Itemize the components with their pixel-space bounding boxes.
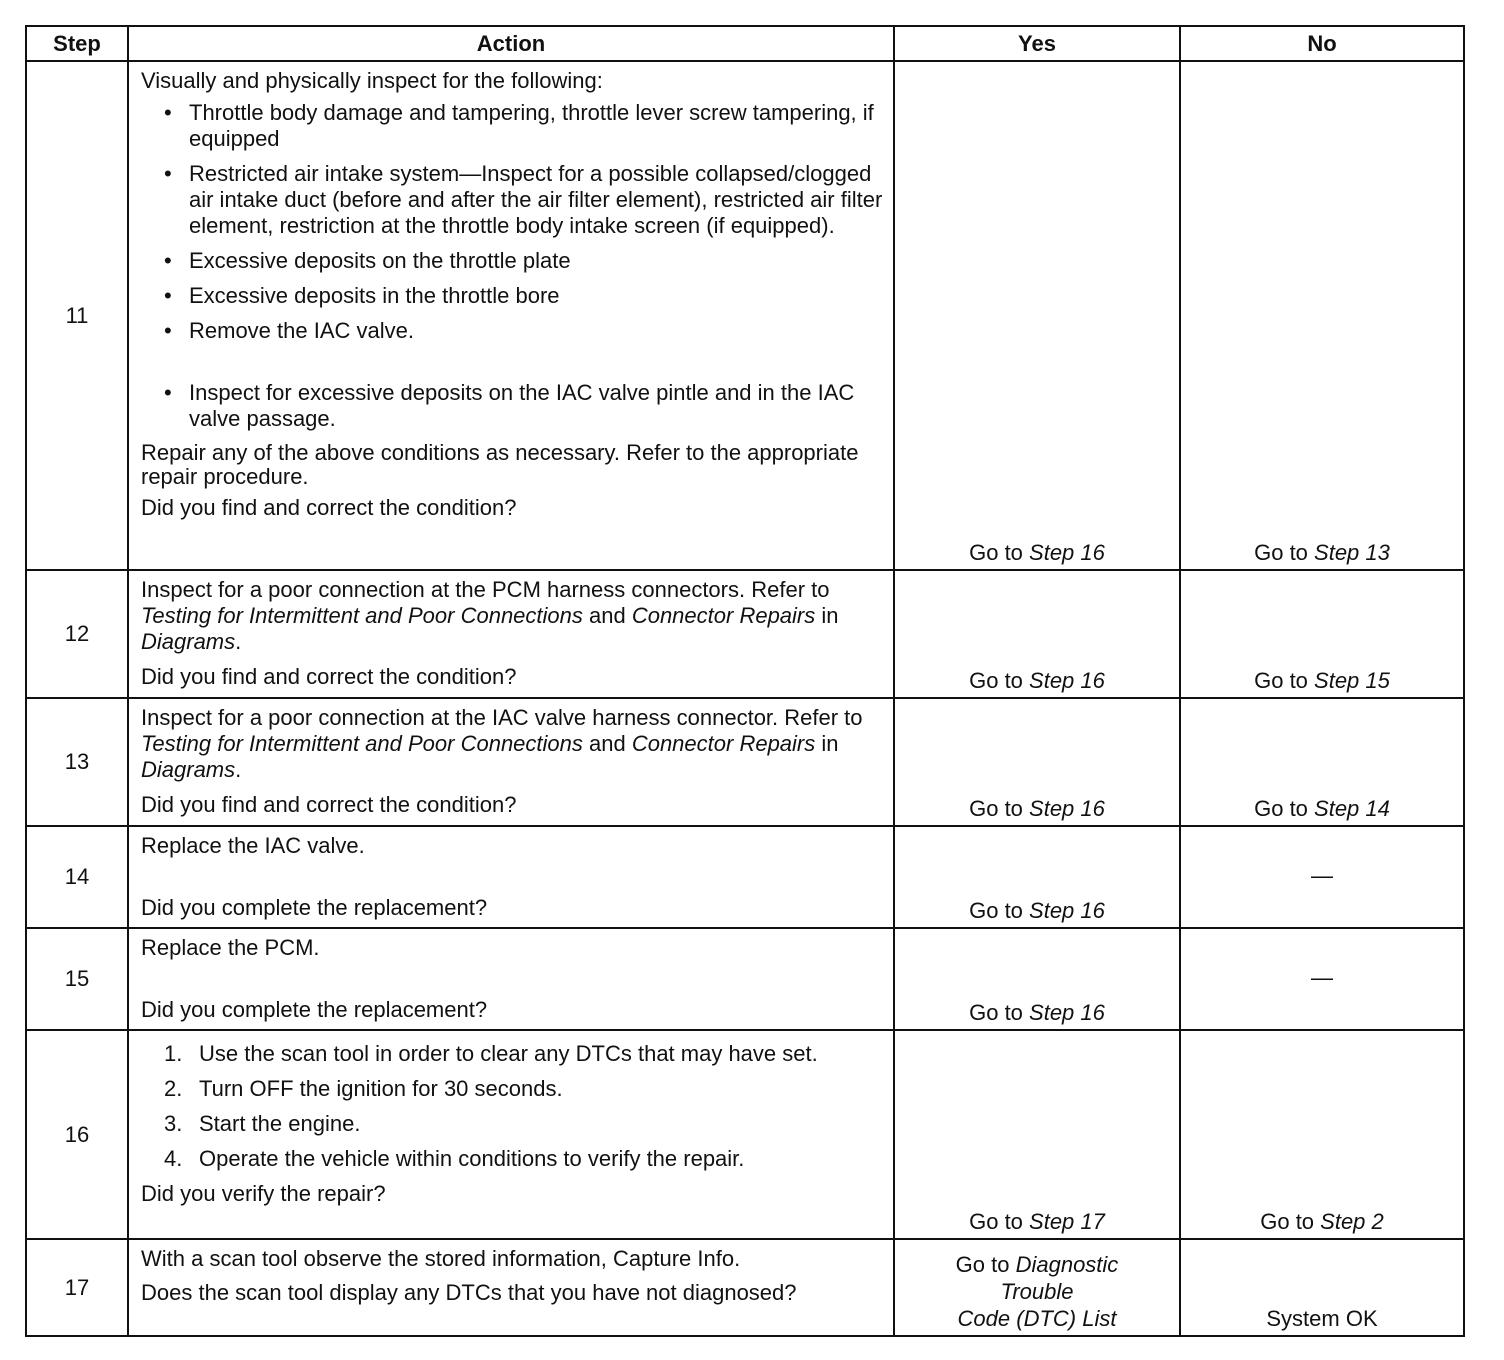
reference-link[interactable]: Testing for Intermittent and Poor Connections (141, 603, 583, 628)
numbered-list (141, 1041, 883, 1172)
yes-dtc-link[interactable]: Code (DTC) List (957, 1306, 1117, 1331)
action-question: Did you complete the replacement? (141, 997, 488, 1022)
step-number: 14 (26, 826, 128, 928)
bullet-list (141, 100, 883, 432)
table-row (26, 928, 1464, 1030)
reference-link[interactable]: Diagrams (141, 629, 236, 654)
action-text-part: and (582, 731, 632, 756)
yes-cell (894, 826, 1180, 928)
item-number: 4. (164, 1146, 183, 1171)
yes-dtc-link[interactable]: Trouble (1000, 1279, 1074, 1304)
yes-step-link[interactable]: Step 16 (1029, 540, 1105, 565)
yes-cell (894, 61, 1180, 570)
action-question: Did you find and correct the condition? (141, 792, 517, 817)
no-step-link[interactable]: Step 2 (1320, 1209, 1384, 1234)
step-number: 15 (26, 928, 128, 1030)
action-text (141, 577, 883, 655)
header-no: No (1180, 26, 1464, 61)
action-cell (128, 570, 894, 698)
no-cell (1180, 61, 1464, 570)
no-step-link[interactable]: Step 15 (1314, 668, 1390, 693)
action-text: Replace the IAC valve. (141, 833, 365, 858)
yes-cell (894, 1030, 1180, 1239)
header-step: Step (26, 26, 128, 61)
step-number: 16 (26, 1030, 128, 1239)
list-item (164, 1146, 883, 1172)
yes-step-link[interactable]: Step 16 (1029, 898, 1105, 923)
list-item: • Restricted air intake system—Inspect for a possible collapsed/clogged air intake duct (before and after the air filter element), restricted air filter element, restriction at the throttle body intake screen (if equipped). (189, 161, 883, 239)
list-item (164, 1111, 883, 1137)
no-step-link[interactable]: Step 14 (1314, 796, 1390, 821)
action-cell (128, 1030, 894, 1239)
list-item: • Excessive deposits on the throttle plate (189, 248, 883, 274)
no-step-link[interactable]: Step 13 (1314, 540, 1390, 565)
yes-cell (894, 928, 1180, 1030)
no-prefix: Go to (1260, 1209, 1321, 1234)
action-text-part: . (235, 629, 242, 654)
list-item: • Throttle body damage and tampering, throttle lever screw tampering, if equipped (189, 100, 883, 152)
step-number: 17 (26, 1239, 128, 1336)
yes-prefix: Go to (969, 1209, 1030, 1234)
action-cell (128, 61, 894, 570)
header-yes: Yes (894, 26, 1180, 61)
list-item (164, 1041, 883, 1067)
item-number: 1. (164, 1041, 183, 1066)
list-item: • Remove the IAC valve. (189, 318, 883, 344)
yes-dtc-link[interactable]: Diagnostic (1015, 1252, 1119, 1277)
yes-prefix: Go to (969, 668, 1030, 693)
yes-cell (894, 570, 1180, 698)
action-text-part: and (582, 603, 632, 628)
no-cell-dash: — (1180, 928, 1464, 1030)
item-text: Operate the vehicle within conditions to verify the repair. (199, 1146, 745, 1171)
yes-step-link[interactable]: Step 17 (1029, 1209, 1105, 1234)
yes-cell (894, 698, 1180, 826)
action-text (141, 705, 883, 783)
action-text-part: in (815, 603, 839, 628)
step-number: 12 (26, 570, 128, 698)
yes-prefix: Go to (955, 1252, 1016, 1277)
action-text-part: . (235, 757, 242, 782)
table-row (26, 698, 1464, 826)
step-number: 11 (26, 61, 128, 570)
table-row (26, 1030, 1464, 1239)
action-text-part: Inspect for a poor connection at the IAC valve harness connector. Refer to (141, 705, 863, 730)
no-cell (1180, 1030, 1464, 1239)
action-text: Replace the PCM. (141, 935, 320, 960)
action-text-part: in (815, 731, 839, 756)
action-text: With a scan tool observe the stored information, Capture Info. (141, 1246, 741, 1271)
yes-step-link[interactable]: Step 16 (1029, 668, 1105, 693)
table-row (26, 570, 1464, 698)
action-note: Repair any of the above conditions as necessary. Refer to the appropriate repair procedure. (141, 440, 859, 489)
no-cell: System OK (1180, 1239, 1464, 1336)
item-text: Turn OFF the ignition for 30 seconds. (199, 1076, 563, 1101)
action-question: Does the scan tool display any DTCs that you have not diagnosed? (141, 1280, 797, 1305)
table-row (26, 1239, 1464, 1336)
action-intro: Visually and physically inspect for the following: (141, 68, 603, 93)
item-number: 3. (164, 1111, 183, 1136)
list-item: • Inspect for excessive deposits on the IAC valve pintle and in the IAC valve passage. (189, 380, 883, 432)
action-question: Did you find and correct the condition? (141, 495, 517, 520)
table-row (26, 61, 1464, 570)
diagnostic-table (25, 25, 1465, 1337)
header-action: Action (128, 26, 894, 61)
yes-cell (894, 1239, 1180, 1336)
item-text: Use the scan tool in order to clear any DTCs that may have set. (199, 1041, 818, 1066)
yes-line (895, 1305, 1179, 1332)
no-prefix: Go to (1254, 668, 1315, 693)
header-row (26, 26, 1464, 61)
no-cell (1180, 570, 1464, 698)
no-prefix: Go to (1254, 540, 1315, 565)
action-question: Did you complete the replacement? (141, 895, 488, 920)
action-cell (128, 826, 894, 928)
yes-step-link[interactable]: Step 16 (1029, 1000, 1105, 1025)
reference-link[interactable]: Connector Repairs (631, 603, 816, 628)
yes-line (895, 1278, 1179, 1305)
item-text: Start the engine. (199, 1111, 361, 1136)
reference-link[interactable]: Diagrams (141, 757, 236, 782)
yes-step-link[interactable]: Step 16 (1029, 796, 1105, 821)
action-cell (128, 698, 894, 826)
spacer (141, 859, 883, 895)
action-text-part: Inspect for a poor connection at the PCM harness connectors. Refer to (141, 577, 830, 602)
table-row (26, 826, 1464, 928)
action-question: Did you verify the repair? (141, 1181, 386, 1206)
yes-prefix: Go to (969, 1000, 1030, 1025)
yes-line (895, 1251, 1179, 1278)
action-cell (128, 928, 894, 1030)
yes-prefix: Go to (969, 898, 1030, 923)
action-question: Did you find and correct the condition? (141, 664, 517, 689)
action-cell (128, 1239, 894, 1336)
no-cell (1180, 698, 1464, 826)
spacer (141, 961, 883, 997)
step-number: 13 (26, 698, 128, 826)
reference-link[interactable]: Testing for Intermittent and Poor Connections (141, 731, 583, 756)
item-number: 2. (164, 1076, 183, 1101)
no-prefix: Go to (1254, 796, 1315, 821)
yes-prefix: Go to (969, 540, 1030, 565)
yes-prefix: Go to (969, 796, 1030, 821)
reference-link[interactable]: Connector Repairs (631, 731, 816, 756)
no-cell-dash: — (1180, 826, 1464, 928)
list-item (164, 1076, 883, 1102)
list-item: • Excessive deposits in the throttle bore (189, 283, 883, 309)
